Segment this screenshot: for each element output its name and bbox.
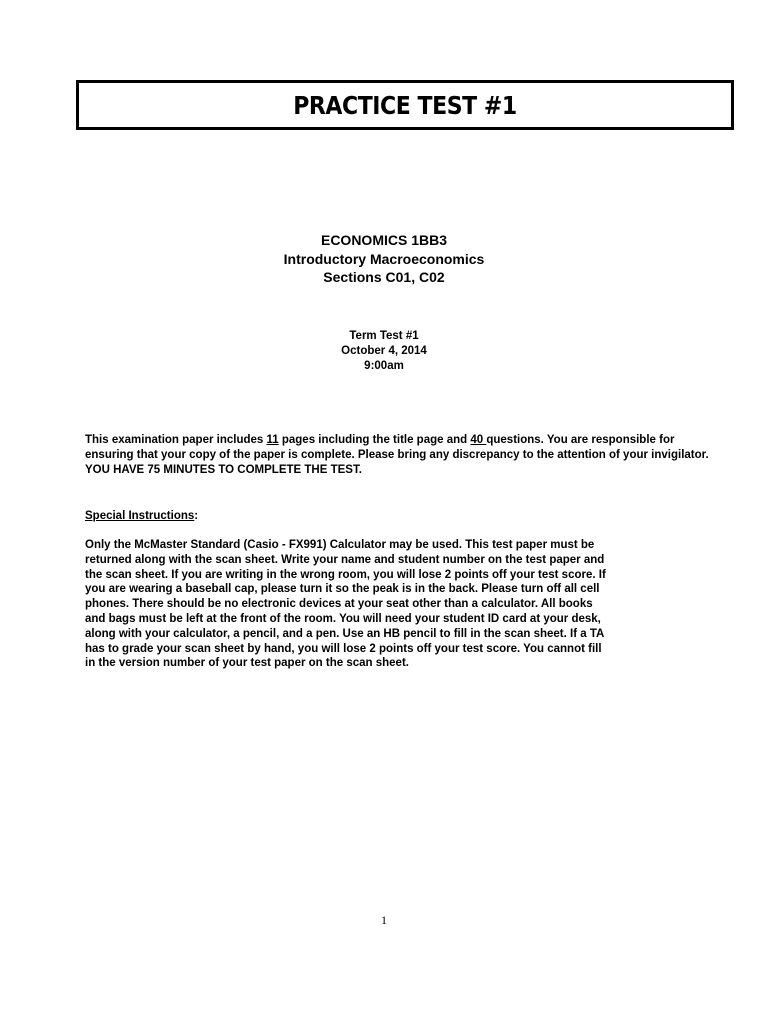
- special-instructions-label: Special Instructions: [85, 510, 195, 522]
- instruction-line: the scan sheet. If you are writing in the wrong room, you will lose 2 points off your test score. If: [85, 568, 606, 581]
- instruction-line: along with your calculator, a pencil, and a pen. Use an HB pencil to fill in the scan sheet. If a TA: [85, 627, 605, 640]
- course-name: Introductory Macroeconomics: [283, 250, 485, 267]
- special-instructions-body: [85, 538, 725, 671]
- info-text-2: pages including the title page and: [278, 434, 471, 446]
- exam-info-paragraph: [85, 433, 725, 477]
- test-date: October 4, 2014: [341, 345, 427, 357]
- page-title: PRACTICE TEST #1: [293, 90, 517, 120]
- course-sections: Sections C01, C02: [323, 269, 445, 285]
- info-text-1: This examination paper includes: [85, 434, 267, 446]
- page-count: 11: [266, 434, 279, 446]
- test-time: 9:00am: [364, 360, 404, 372]
- instruction-line: and bags must be left at the front of the room. You will need your student ID card at your desk,: [85, 612, 601, 625]
- instruction-line: Only the McMaster Standard (Casio - FX991) Calculator may be used. This test paper must be: [85, 539, 595, 551]
- title-box: [76, 80, 734, 130]
- instruction-line: phones. There should be no electronic devices at your seat other than a calculator. All books: [85, 598, 593, 611]
- info-text-3: questions. You are responsible for ensuring that your copy of the paper is complete. Please bring any discrepancy to the attention of your invigilator. YOU HAVE 75 MINUTES TO COMPLETE THE TEST.: [85, 434, 709, 476]
- course-code: ECONOMICS 1BB3: [320, 232, 448, 248]
- instruction-line: returned along with the scan sheet. Write your name and student number on the test paper and: [85, 553, 605, 566]
- test-name: Term Test #1: [349, 330, 419, 342]
- page-number: 1: [381, 913, 387, 927]
- special-instructions-heading: [85, 509, 725, 524]
- instruction-line: you are wearing a baseball cap, please turn it so the peak is in the back. Please turn off all cell: [85, 583, 600, 596]
- test-info: [0, 329, 768, 374]
- instruction-line: has to grade your scan sheet by hand, you will lose 2 points off your test score. You cannot fill: [85, 642, 602, 655]
- instruction-line: in the version number of your test paper on the scan sheet.: [85, 657, 409, 670]
- special-instructions-colon: :: [194, 510, 199, 522]
- course-info: [0, 231, 768, 287]
- question-count: 40: [470, 434, 487, 446]
